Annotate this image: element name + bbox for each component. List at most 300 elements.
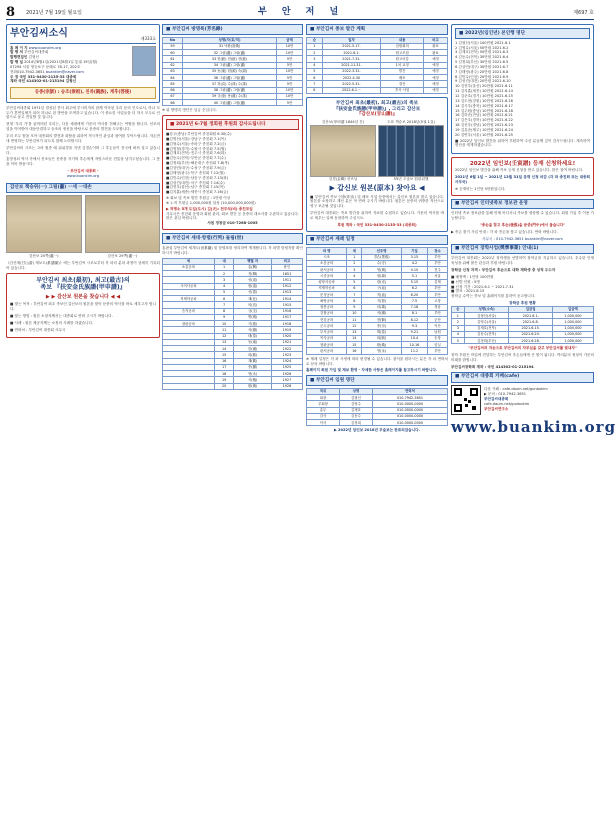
table-cell: 소감공파 bbox=[307, 260, 347, 266]
supporter-item: 7 김태영(광주) 20만원 2021.6.8 bbox=[455, 69, 509, 74]
table-cell: 1922 bbox=[271, 346, 302, 352]
table-cell: 부사공파 bbox=[307, 329, 347, 335]
table-cell: 석(錫) bbox=[362, 310, 401, 316]
table-cell: 환(煥) bbox=[234, 383, 271, 389]
notice-item: ■김지훈(세종)·세종시 종친회 7.16(금) bbox=[166, 190, 229, 195]
table-cell: 5만 bbox=[277, 81, 303, 87]
table-cell: 종(鍾) bbox=[234, 364, 271, 370]
essay-paragraph: 우리 모두 힘을 모아 대종회의 발전과 화합을 위하여 적극적인 관심과 참여를 부탁드립니다. 자손만대 번영하는 부안김씨가 되도록 함께 노력합시다. bbox=[6, 133, 160, 143]
email-link[interactable]: buankim@naver.com bbox=[45, 69, 84, 74]
essay-paragraph: 홍망성쇠 역사 속에서 선조들은 문중을 지키며 후손에게 자랑스러운 전통을 남겨주셨습니다. 그 뜻을 이어 받읍시다. bbox=[6, 157, 160, 167]
photo-note: 《감산재(甘山齋) 계보도(系譜圖)》에는 부안김씨 시조로부터 각 파의 분파 과정이 상세히 기록되어 있습니다. bbox=[6, 261, 160, 271]
table-cell: 8 bbox=[214, 308, 234, 314]
table-cell: 3.15 bbox=[401, 254, 427, 260]
table-cell: 3 bbox=[307, 56, 323, 62]
table-header: 순 bbox=[452, 306, 465, 312]
book-caption: 도표 책숭보 2018년(5권 1질) bbox=[387, 120, 435, 125]
supporters-title: ■ 2022년(임인년) 본인행 명단 bbox=[455, 28, 590, 39]
table-cell: 5 bbox=[452, 338, 465, 344]
supporter-item: 8 김민수(인천) 20만원 2021.6.9 bbox=[455, 74, 509, 79]
table-cell: 이사 bbox=[307, 420, 340, 426]
table-cell: 결산 bbox=[381, 81, 424, 87]
table-cell: 태(泰) bbox=[362, 329, 401, 335]
notice-item: ■김현우(울산)·남구 종친회 7.15(목) bbox=[166, 185, 225, 190]
notice-item: ■김영선(서울)·강남구 종친회 7.1(목) bbox=[166, 136, 226, 141]
ceremony-table-title: ■ 부안김씨 제례 일정 bbox=[306, 235, 448, 246]
column-d bbox=[451, 24, 616, 822]
table-cell: 임원회의 bbox=[381, 43, 424, 49]
table-cell: 완료 bbox=[424, 50, 448, 56]
table-header: 대 bbox=[214, 258, 234, 264]
table-header: 성명(자/호/직) bbox=[182, 37, 276, 43]
table-cell: 부안 bbox=[428, 292, 448, 298]
book-title: 『扶安金氏族譜(甲申譜)』, 그리고 감산보 bbox=[333, 106, 421, 112]
table-cell: 예정 bbox=[424, 81, 448, 87]
table-cell: 2021.5.17. bbox=[322, 43, 381, 49]
genealogy-books-photo bbox=[378, 125, 444, 177]
table-cell: 정읍 bbox=[428, 304, 448, 310]
table-cell: 1916 bbox=[271, 308, 302, 314]
info-address: 07294 서울 영등포구 문래로 78-17, 202호 bbox=[10, 64, 81, 69]
table-header: No bbox=[163, 37, 183, 43]
table-cell: 010-0000-0000 bbox=[372, 413, 447, 419]
table-cell: 61 bbox=[163, 56, 183, 62]
scholarship-text: 부안김씨 대종회는 2021년 장학생을 선발하여 장학금을 지급하고 있습니다. 우수한 인재 육성을 위해 많은 관심과 후원 바랍니다. bbox=[451, 256, 594, 266]
table-cell: 감찰공파 bbox=[307, 310, 347, 316]
table-cell: 6.2 bbox=[401, 285, 427, 291]
table-cell: 영(永) bbox=[362, 348, 401, 354]
table-cell: 1924 bbox=[271, 358, 302, 364]
schedule-table-title: ■ 부안김씨 종보 발간 계획 bbox=[306, 24, 448, 35]
scholarship-account: 부안김씨장학회 계좌 : 국민 414302-01-215194 bbox=[451, 364, 534, 369]
book-promo: ▶ 갑신보 원본(原本) 찾아요 ◀ bbox=[329, 183, 425, 192]
info-row: 발 행 처 부안김씨대종회 bbox=[10, 50, 49, 55]
supporter-item: 2 김영수(서울) 50만원 2021.6.2 bbox=[455, 45, 509, 50]
table-header: 연락처 bbox=[372, 388, 447, 394]
cafe-text: ▶ 문의 : 010-7942-3651 bbox=[484, 392, 527, 397]
table-cell: 김재호(전북) bbox=[464, 325, 509, 331]
table-cell: 10 bbox=[214, 321, 234, 327]
table-cell: 예정 bbox=[424, 56, 448, 62]
info-row: 발행편집인 김형신 bbox=[10, 55, 39, 60]
table-header: 세 bbox=[347, 248, 362, 254]
table-cell: 6.20 bbox=[401, 292, 427, 298]
table-cell: 석(錫) bbox=[234, 327, 271, 333]
table-cell: 2021.6.20. bbox=[509, 331, 552, 337]
table-cell: 7 bbox=[214, 302, 234, 308]
table-cell: 67 bbox=[163, 93, 183, 99]
table-cell: 10만 bbox=[277, 68, 303, 74]
footer-url[interactable]: cafe.daum.net/gunbokim bbox=[484, 401, 530, 406]
table-cell: 군수공파 bbox=[307, 323, 347, 329]
table-cell: 부안 bbox=[428, 310, 448, 316]
table-cell: 2021.7.31. bbox=[322, 56, 381, 62]
table-cell: 33 현(鉉) 현(鉉) 현(鉉) bbox=[182, 56, 276, 62]
brand-url[interactable]: www.buankim.org bbox=[451, 417, 616, 436]
supporter-item: 11 김지훈(세종) 10만원 2021.6.14 bbox=[455, 89, 513, 94]
table-cell: 18 bbox=[214, 371, 234, 377]
issue-number: 제697 호 bbox=[573, 10, 594, 16]
table-cell: 지(智) bbox=[362, 298, 401, 304]
promo-title: 부안김씨 최초(最初), 최고(最古)의 bbox=[36, 276, 130, 284]
table-cell: 발간 bbox=[381, 68, 424, 74]
table-cell: 39 규(奎) 용(龍) 수(洙) bbox=[182, 93, 276, 99]
promo-item: ■ 연락처 : 부안김씨 대종회 사무국 bbox=[10, 327, 66, 332]
genealogy-page-photo bbox=[6, 195, 82, 253]
table-cell: 3 bbox=[347, 267, 362, 273]
table-cell: 60 bbox=[163, 50, 183, 56]
table-cell: 예정 bbox=[424, 62, 448, 68]
notice-item: ■김재호(전북)·전주시 종친회 7.6(화) bbox=[166, 151, 226, 156]
ceremony-note: ※ 제례 일정은 각 파 사정에 따라 변경될 수 있습니다. 참석을 원하시는 분은 각 파 연락처로 문의 바랍니다. bbox=[306, 356, 448, 366]
table-cell: 9 bbox=[347, 304, 362, 310]
table-cell: 1 bbox=[452, 313, 465, 319]
footer-note: ▶ 2022년 임인보 2018년 무술보는 완료되었습니다. bbox=[334, 428, 420, 433]
donor-table-title: ■ 부안김씨 방명록(芳名錄) bbox=[162, 24, 303, 35]
clan-motto-banner: 등종(宗訓) : 숭조(崇祖), 친족(親族), 계후(啓後) bbox=[10, 87, 156, 99]
scholarship-item: ■ 배정액 : 1인당 100만원 bbox=[451, 274, 494, 279]
supporter-item: 5 김정희(부산) 30만원 2021.6.5 bbox=[455, 60, 509, 65]
table-cell: 2 bbox=[307, 50, 323, 56]
promo-item: ■ 찾는 방법 : 원본 소장자께서는 대종회로 연락 주시기 바랍니다. bbox=[10, 313, 113, 318]
essay-paragraph: 현재 '우리 가'를 잃어버린 우리는, 다음 세대에게 가문의 역사를 전해주는 역할을 합니다. 선조의 얼을 이어받아 대동단결하고 숭조의 정신을 바탕으로 문중의 발전을 도모합니다. bbox=[6, 122, 160, 132]
table-cell: 37 정(貞) 수(洙) 수(洙) bbox=[182, 81, 276, 87]
table-cell: 5만 bbox=[277, 62, 303, 68]
table-cell: 1928 bbox=[271, 383, 302, 389]
table-cell: 김재호 bbox=[339, 407, 372, 413]
table-cell: 1914 bbox=[271, 296, 302, 302]
table-cell: 의(義) bbox=[362, 304, 401, 310]
table-header: 장소 bbox=[428, 248, 448, 254]
table-cell: 9.21 bbox=[401, 329, 427, 335]
table-header: 비고 bbox=[271, 258, 302, 264]
table-header: 내용 bbox=[381, 37, 424, 43]
info-row: 홈 페 이 지 www.buankim.org bbox=[10, 45, 62, 50]
table-cell: 31 낙환(洛煥) bbox=[182, 43, 276, 49]
table-cell: 종(宗) bbox=[362, 323, 401, 329]
table-cell: 63 bbox=[163, 68, 183, 74]
scholarship-item: ■ 선발 인원 : 5명 bbox=[451, 279, 480, 284]
supporters-box bbox=[451, 24, 594, 154]
table-cell: 10만 bbox=[277, 87, 303, 93]
table-cell: 선(善) bbox=[234, 289, 271, 295]
supporter-item: 3 김재호(전북) 50만원 2021.6.3 bbox=[455, 50, 509, 55]
table-cell: 원(源) bbox=[362, 273, 401, 279]
table-cell: 5.1 bbox=[401, 273, 427, 279]
table-cell: 1,000,000 bbox=[552, 319, 593, 325]
table-cell: 5.15 bbox=[401, 279, 427, 285]
table-header: 성명 bbox=[339, 388, 372, 394]
table-cell: 남원 bbox=[428, 329, 448, 335]
essay-url[interactable]: www.buankim.org bbox=[66, 173, 100, 178]
supporter-item: 6 김상민(대구) 30만원 2021.6.7 bbox=[455, 64, 509, 69]
table-cell: 15 bbox=[214, 352, 234, 358]
table-cell: 부회장 bbox=[307, 401, 340, 407]
table-cell: 시중공파 bbox=[307, 273, 347, 279]
table-row bbox=[163, 100, 303, 106]
table-cell: 10.16 bbox=[401, 342, 427, 348]
table-cell: 1925 bbox=[271, 364, 302, 370]
table-row bbox=[307, 87, 448, 93]
registration-text: 2022년 임인보 발간을 위해 족보 등재 신청을 받고 있습니다. 많은 참여 바랍니다. bbox=[455, 168, 584, 173]
table-cell: 1,000,000 bbox=[552, 313, 593, 319]
table-cell: 59 bbox=[163, 43, 183, 49]
generation-note: 홍판섭 부안김씨 세계도(世系圖) 및 항렬표를 정리하여 게재합니다. 각 파별 항렬자를 확인하시기 바랍니다. bbox=[162, 245, 303, 255]
table-cell: 1 bbox=[307, 43, 323, 49]
table-cell: 2021.6.28. bbox=[509, 338, 552, 344]
table-cell: 4 bbox=[214, 283, 234, 289]
essay-paragraph: 부안김씨대종회 1971년 결성된 종사 회주에 부시미자의 함께 약속된 우리 문의 인도로서, 아나 모두가 혼연일체가 되어 하나로 된 방안을 모색하고 있습니다. 이 중요한 사업들을 더 하시 모두로 인함으로 돕고 전일할 것 입니다. bbox=[6, 105, 160, 120]
table-cell: 완료 bbox=[424, 43, 448, 49]
table-cell: 2022.4.30 bbox=[322, 75, 381, 81]
table-cell: 2022.5.31. bbox=[322, 81, 381, 87]
table-cell: 김영수(서울) bbox=[464, 319, 509, 325]
notice-item: ■김형수(서울)·송파구 종친회 7.2(금) bbox=[166, 141, 226, 146]
cafe-text[interactable]: 다음 카페 : cafe.daum.net/gunbokim bbox=[484, 387, 548, 392]
promo-subtitle: ▶ ▶ 감산보 원본을 찾습니다 ◀ ◀ bbox=[45, 293, 121, 300]
table-cell: 현감공파 bbox=[307, 317, 347, 323]
table-cell: 1920 bbox=[271, 333, 302, 339]
table-cell: 김영수 bbox=[339, 401, 372, 407]
table-cell: 66 bbox=[163, 87, 183, 93]
table-cell: 6 bbox=[347, 285, 362, 291]
table-cell: 경손(景孫) bbox=[362, 254, 401, 260]
genealogy-page-photo bbox=[85, 195, 161, 253]
table-cell: 10만 bbox=[277, 50, 303, 56]
table-cell: 1918 bbox=[271, 321, 302, 327]
scholarship-text: 장학 후원은 학업에 전념하는 부안김씨 후손들에게 큰 힘이 됩니다. 여러분의 정성이 가문의 미래를 밝힙니다. bbox=[451, 353, 594, 363]
essay-sign: - 부안김씨 대종회 - bbox=[67, 169, 99, 174]
table-cell: 김형신 bbox=[339, 395, 372, 401]
table-cell: 1911 bbox=[271, 277, 302, 283]
registration-banner: 2022년 임인보(壬寅譜) 등재 신청하세요! bbox=[469, 161, 576, 168]
registration-text: 2021년 6월 1일 ~ 2021년 12월 31일 등재 신청 마감 (각 파 종친회 또는 대종회 사무국) bbox=[455, 175, 590, 184]
supporter-item: 12 김준호(경기) 10만원 2021.6.15 bbox=[455, 94, 513, 99]
registration-box bbox=[451, 157, 594, 195]
table-cell: 식(植) bbox=[234, 377, 271, 383]
table-header: 순 bbox=[307, 37, 323, 43]
table-cell: 영(瑛) bbox=[362, 267, 401, 273]
table-cell: 환(煥) bbox=[362, 342, 401, 348]
table-cell: 11.2 bbox=[401, 348, 427, 354]
scholarship-table-title: 장학금 후원 현황 bbox=[509, 301, 536, 306]
portrait-photo bbox=[132, 46, 156, 76]
online-contact[interactable]: 사무국 : 010-7942-3651 buankim@naver.com bbox=[482, 236, 563, 241]
table-cell: 15 bbox=[347, 342, 362, 348]
cafe-title: ■ 부안김씨 대종회 카페(cafe) bbox=[451, 372, 594, 383]
table-cell: 40 그림(畵) 그림(畵) bbox=[182, 100, 276, 106]
table-cell: 김형신(서울) bbox=[464, 313, 509, 319]
table-cell: 성(成) bbox=[234, 277, 271, 283]
table-cell: 예정 bbox=[424, 87, 448, 93]
online-title: ■ 부안김씨 인터넷족보 정보관 운영 bbox=[451, 199, 594, 210]
table-cell: 기(基) bbox=[234, 321, 271, 327]
table-cell: 010-7942-3651 bbox=[372, 395, 447, 401]
book-text: 부안김씨 대종회는 족보 발간을 위하여 자료를 수집하고 있습니다. 가문의 역사를 바로 세우는 일에 동참하여 주십시오. bbox=[310, 211, 444, 220]
table-cell: 희(熙) bbox=[234, 352, 271, 358]
book-caption: 김경(金卿) 선조님 bbox=[328, 177, 358, 182]
column-b bbox=[162, 24, 303, 822]
info-contact: 전화010-7942-3651 buankim@naver.com bbox=[10, 69, 84, 74]
ceremony-table bbox=[306, 247, 448, 354]
scholarship-title: ■ 부안김씨 장학사업(獎學事業) 안내(1) bbox=[451, 244, 594, 255]
table-cell: 1,000,000 bbox=[552, 338, 593, 344]
notice-item: ■강주(충남)·부안김씨 종친회원 6.30(수) bbox=[166, 132, 232, 137]
table-cell: 순창 bbox=[428, 335, 448, 341]
table-cell: 4 bbox=[347, 273, 362, 279]
table-cell: 36 그림(畵) 그림(畵) bbox=[182, 75, 276, 81]
table-cell: 참판공파 bbox=[163, 321, 215, 327]
table-cell: 의(宜) bbox=[234, 302, 271, 308]
table-cell: 배포 bbox=[381, 75, 424, 81]
table-cell: 참봉공파 bbox=[307, 304, 347, 310]
table-cell: 1919 bbox=[271, 327, 302, 333]
photo-caption: 감산보 29쪽(畵一) bbox=[107, 254, 138, 259]
table-cell: 2022.6.1.~ bbox=[322, 87, 381, 93]
table-cell: 010-0000-0000 bbox=[372, 401, 447, 407]
table-cell: 2021.6.8. bbox=[509, 319, 552, 325]
table-cell: 3 bbox=[452, 325, 465, 331]
masthead-box bbox=[6, 24, 160, 103]
table-cell: 부안 bbox=[428, 254, 448, 260]
notice-promo-text: 사무국은 종친회 운영과 회원 관리, 회보 발간 등 문중의 대소사를 주관하고 있습니다. 많은 관심 바랍니다. bbox=[166, 211, 299, 221]
table-cell: 판서공파 bbox=[307, 348, 347, 354]
table-cell: 9 bbox=[214, 314, 234, 320]
footer-title: 부안김씨대종회 bbox=[484, 397, 509, 402]
notice-small: ※ 누적 후원금 1,000,000원 달성 (10,000,000,000원) bbox=[166, 200, 256, 205]
promo-item: ■ 찾는 목적 : 부안김씨 최초 족보인 갑신보의 원본을 찾아 문중의 역사를 바로 세우고자 합니다. bbox=[10, 302, 156, 312]
table-cell: 목사공파 bbox=[307, 335, 347, 341]
officers-table bbox=[306, 388, 448, 427]
notice-item: ■김영철(경기)·수원시 종친회 7.5(월) bbox=[166, 146, 226, 151]
table-cell: 수(守) bbox=[362, 260, 401, 266]
notice-small: ※ 회보 및 족보 발간 후원금 : 1만원 이상 bbox=[166, 196, 231, 201]
photo-caption: 감산보 25쪽(畵一) bbox=[28, 254, 59, 259]
table-cell: 10만 bbox=[277, 43, 303, 49]
notice-item: ■김성진(대전)·서구 종친회 7.14(수) bbox=[166, 180, 225, 185]
essay-paragraph: 부안김씨의 시조는 고려 원종 때 위위경을 지낸 김경손이며 그 후손들이 전국에 퍼져 살고 있습니다. bbox=[6, 145, 160, 155]
table-cell: 시어사공파 bbox=[163, 283, 215, 289]
table-cell: 010-0000-0000 bbox=[372, 407, 447, 413]
table-cell: 직(直) bbox=[362, 292, 401, 298]
table-cell: 원고마감 bbox=[381, 56, 424, 62]
table-cell: 2 bbox=[452, 319, 465, 325]
page-header bbox=[6, 6, 594, 20]
donor-table bbox=[162, 37, 303, 107]
promo-title: 족보 『扶安金氏族譜(甲申譜)』 bbox=[40, 284, 126, 292]
account-1: 주 정 국민 331-0430-2135-33 대종회 bbox=[10, 74, 77, 79]
table-cell: 1 bbox=[347, 254, 362, 260]
supporter-item: 14 김시우(충북) 10만원 2021.6.17 bbox=[455, 103, 513, 108]
table-cell: 1,000,000 bbox=[552, 325, 593, 331]
homepage-link[interactable]: www.buankim.org bbox=[28, 45, 62, 50]
table-cell: 10 bbox=[347, 310, 362, 316]
table-cell: 태(泰) bbox=[234, 333, 271, 339]
supporter-item: 1 김형신(서울) 100만원 2021.6.1 bbox=[455, 40, 511, 45]
page-number: 8 bbox=[6, 5, 16, 20]
table-cell: 3 bbox=[214, 277, 234, 283]
table-cell: 1 bbox=[214, 264, 234, 270]
table-cell: 부안 bbox=[428, 348, 448, 354]
table-cell: 고창 bbox=[428, 298, 448, 304]
notice-item: ■김동수(전북)·부안군 종친회 7.7(수) bbox=[166, 156, 226, 161]
table-cell: 현(賢) bbox=[362, 317, 401, 323]
table-cell: 4 bbox=[307, 62, 323, 68]
supporter-item: 16 김하준(전남) 10만원 2021.6.21 bbox=[455, 113, 513, 118]
table-cell: 원(遠) bbox=[234, 283, 271, 289]
generation-table-title: ■ 부안김씨 세대·항렬(行列) 돌림(世) bbox=[162, 233, 303, 244]
table-cell: 38 그림(畵) 그림(畵) bbox=[182, 87, 276, 93]
table-cell: 7.5 bbox=[401, 298, 427, 304]
table-cell: 군산 bbox=[428, 317, 448, 323]
table-cell: 1921 bbox=[271, 339, 302, 345]
table-cell: 35 동(東) 원(源) 숙(淑) bbox=[182, 68, 276, 74]
table-cell: 익산 bbox=[428, 323, 448, 329]
scholarship-table bbox=[451, 306, 594, 345]
table-cell: 12 bbox=[347, 323, 362, 329]
table-cell: 병(炳) bbox=[234, 314, 271, 320]
column-c bbox=[306, 24, 448, 822]
schedule-table bbox=[306, 37, 448, 94]
table-cell: 14 bbox=[214, 346, 234, 352]
supporter-item: 20 김연우(서울) 10만원 2021.6.25 bbox=[455, 132, 513, 137]
table-cell: 시조 bbox=[307, 254, 347, 260]
table-row bbox=[452, 338, 594, 344]
supporter-item: 19 김유준(제주) 10만원 2021.6.24 bbox=[455, 127, 513, 132]
table-cell: 직제학공파 bbox=[307, 285, 347, 291]
table-cell: 한(漢) bbox=[234, 346, 271, 352]
table-cell: 13 bbox=[214, 339, 234, 345]
photo-section-title: 감산보 책숭위(一) 그림(畵) 一세 一대손 bbox=[6, 183, 160, 194]
table-cell: 감사 bbox=[307, 413, 340, 419]
table-cell: 5만 bbox=[277, 75, 303, 81]
qr-code-icon[interactable] bbox=[451, 385, 481, 415]
table-header: 입금일 bbox=[509, 306, 552, 312]
table-cell: 1913 bbox=[271, 289, 302, 295]
notice-title: ■ 2021년 6-7월 정회원 후원회 감사드립니다 bbox=[166, 119, 299, 130]
table-cell: 10만 bbox=[277, 93, 303, 99]
table-cell: 재(載) bbox=[234, 358, 271, 364]
table-cell: 2021.11.31. bbox=[322, 62, 381, 68]
table-cell: 소총공파 bbox=[163, 264, 215, 270]
table-cell: 64 bbox=[163, 75, 183, 81]
table-cell bbox=[163, 383, 215, 389]
scholarship-item: ■ 발표 : 2021.8.15 bbox=[451, 289, 485, 294]
table-cell: 후속 사업 bbox=[381, 87, 424, 93]
table-header: 비고 bbox=[424, 37, 448, 43]
table-header: 입금액 bbox=[552, 306, 593, 312]
masthead-number: 제333호 bbox=[140, 35, 156, 41]
table-cell: 14 bbox=[347, 335, 362, 341]
issue-date: 2021년 7월 19일 월요일 bbox=[26, 10, 83, 16]
table-header: 파 명 bbox=[307, 248, 347, 254]
newspaper-name: 부 안 저 널 bbox=[258, 7, 345, 17]
table-cell: 부안 bbox=[428, 260, 448, 266]
table-cell: 1912 bbox=[271, 283, 302, 289]
table-cell: 평장사공파 bbox=[307, 279, 347, 285]
notice-item: ■김태영(광주)·북구 종친회 7.12(월) bbox=[166, 170, 225, 175]
table-header: 성명(소속) bbox=[464, 306, 509, 312]
table-cell: 예정 bbox=[424, 68, 448, 74]
promo-item: ■ 사례 : 원본 제공자께는 소정의 사례를 하겠습니다. bbox=[10, 320, 94, 325]
table-cell: 부안 bbox=[428, 285, 448, 291]
table-cell: 승지공파 bbox=[163, 308, 215, 314]
table-cell: 참판공파 bbox=[307, 342, 347, 348]
scholarship-note: 장학금 수여는 종보 및 홈페이지를 통하여 공고합니다. bbox=[451, 294, 536, 299]
table-cell: 12 bbox=[214, 333, 234, 339]
table-cell: 재(在) bbox=[234, 296, 271, 302]
table-cell: 2022.3.31. bbox=[322, 68, 381, 74]
